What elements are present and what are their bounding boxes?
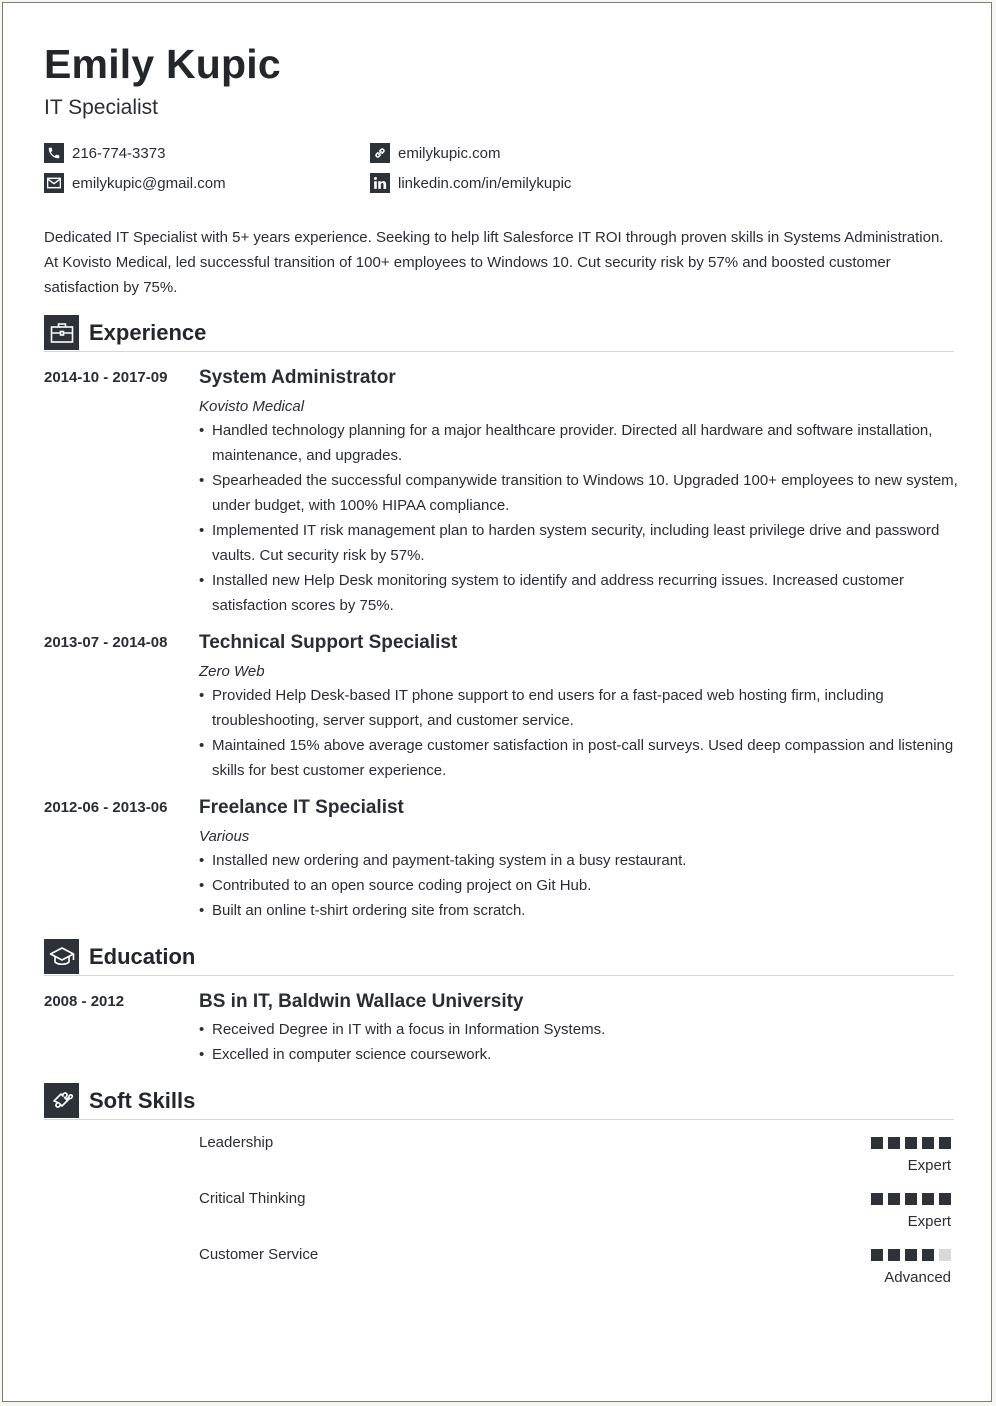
- link-icon: [370, 143, 390, 163]
- linkedin-link[interactable]: linkedin.com/in/emilykupic: [398, 174, 572, 192]
- phone-number: 216-774-3373: [72, 144, 166, 162]
- education-dates: 2008 - 2012: [44, 993, 125, 1010]
- job-3-bullet: • Installed new ordering and payment-taking system in a busy restaurant.: [199, 848, 959, 873]
- rating-square-filled: [871, 1249, 883, 1261]
- skills-section-header: [44, 1083, 954, 1120]
- job-1-company: Kovisto Medical: [199, 398, 305, 415]
- skill-name: Leadership: [199, 1134, 274, 1151]
- skill-rating: [871, 1137, 951, 1149]
- rating-square-filled: [939, 1137, 951, 1149]
- rating-square-filled: [888, 1249, 900, 1261]
- graduation-cap-icon: [44, 939, 79, 974]
- education-degree: BS in IT, Baldwin Wallace University: [199, 991, 524, 1012]
- rating-square-filled: [871, 1137, 883, 1149]
- education-bullet: • Excelled in computer science coursework.: [199, 1042, 959, 1067]
- skills-heading: Soft Skills: [89, 1088, 196, 1113]
- job-3-role: Freelance IT Specialist: [199, 797, 404, 818]
- skill-level: Advanced: [884, 1269, 951, 1286]
- rating-square-filled: [939, 1193, 951, 1205]
- education-section-header: [44, 939, 954, 976]
- job-1-bullet: • Implemented IT risk management plan to harden system security, including least privilege drive and password vaults. Cut security risk by 57%.: [199, 518, 959, 568]
- rating-square-filled: [888, 1137, 900, 1149]
- job-1-bullet: • Handled technology planning for a major healthcare provider. Directed all hardware and software installation, maintenance, and upgrades.: [199, 418, 959, 468]
- education-bullet: • Received Degree in IT with a focus in Information Systems.: [199, 1017, 959, 1042]
- envelope-icon: [44, 173, 64, 193]
- skill-rating: [871, 1249, 951, 1261]
- job-3-dates: 2012-06 - 2013-06: [44, 799, 168, 816]
- education-bullets: [199, 1017, 959, 1067]
- puzzle-icon: [44, 1083, 79, 1118]
- rating-square-filled: [905, 1137, 917, 1149]
- job-2-bullet: • Maintained 15% above average customer satisfaction in post-call surveys. Used deep compassion and listening skills for best customer experience.: [199, 733, 959, 783]
- rating-square-filled: [922, 1193, 934, 1205]
- rating-square-filled: [888, 1193, 900, 1205]
- rating-square-empty: [939, 1249, 951, 1261]
- job-1-bullet: • Installed new Help Desk monitoring system to identify and address recurring issues. Increased customer satisfaction scores by 75%.: [199, 568, 959, 618]
- job-1-dates: 2014-10 - 2017-09: [44, 369, 168, 386]
- job-2-bullet: • Provided Help Desk-based IT phone support to end users for a fast-paced web hosting firm, including troubleshooting, server support, and customer service.: [199, 683, 959, 733]
- linkedin-icon: [370, 173, 390, 193]
- job-1-bullet: • Spearheaded the successful companywide transition to Windows 10. Upgraded 100+ employees to new system, under budget, with 100% HIPAA compliance.: [199, 468, 959, 518]
- skill-level: Expert: [907, 1157, 951, 1174]
- rating-square-filled: [905, 1249, 917, 1261]
- contact-website: [370, 143, 501, 163]
- skill-level: Expert: [907, 1213, 951, 1230]
- skill-rating: [871, 1193, 951, 1205]
- website-link[interactable]: emilykupic.com: [398, 144, 501, 162]
- rating-square-filled: [905, 1193, 917, 1205]
- job-3-company: Various: [199, 828, 250, 845]
- contact-linkedin: [370, 173, 571, 193]
- education-heading: Education: [89, 944, 196, 969]
- resume-name: Emily Kupic: [44, 41, 281, 87]
- contact-email: [44, 173, 226, 193]
- contact-phone: [44, 143, 165, 163]
- job-2-bullets: [199, 683, 959, 783]
- job-3-bullet: • Built an online t-shirt ordering site from scratch.: [199, 898, 959, 923]
- rating-square-filled: [922, 1137, 934, 1149]
- job-1-role: System Administrator: [199, 367, 396, 388]
- phone-icon: [44, 143, 64, 163]
- briefcase-icon: [44, 315, 79, 350]
- resume-job-title: IT Specialist: [44, 96, 158, 119]
- job-3-bullets: [199, 848, 959, 923]
- experience-section-header: [44, 315, 954, 352]
- rating-square-filled: [922, 1249, 934, 1261]
- job-3-bullet: • Contributed to an open source coding project on Git Hub.: [199, 873, 959, 898]
- job-2-company: Zero Web: [199, 663, 265, 680]
- job-2-role: Technical Support Specialist: [199, 632, 458, 653]
- job-1-bullets: [199, 418, 959, 618]
- experience-heading: Experience: [89, 320, 207, 345]
- summary-paragraph: Dedicated IT Specialist with 5+ years experience. Seeking to help lift Salesforce IT ROI through proven skills in Systems Administration. At Kovisto Medical, led successful transition of 100+ employees to Windows 10. Cut security risk by 57% and boosted customer satisfaction by 75%.: [44, 229, 944, 296]
- skill-name: Customer Service: [199, 1246, 319, 1263]
- resume-page: [2, 2, 992, 1402]
- rating-square-filled: [871, 1193, 883, 1205]
- skill-name: Critical Thinking: [199, 1190, 306, 1207]
- job-2-dates: 2013-07 - 2014-08: [44, 634, 168, 651]
- email-address[interactable]: emilykupic@gmail.com: [72, 174, 226, 192]
